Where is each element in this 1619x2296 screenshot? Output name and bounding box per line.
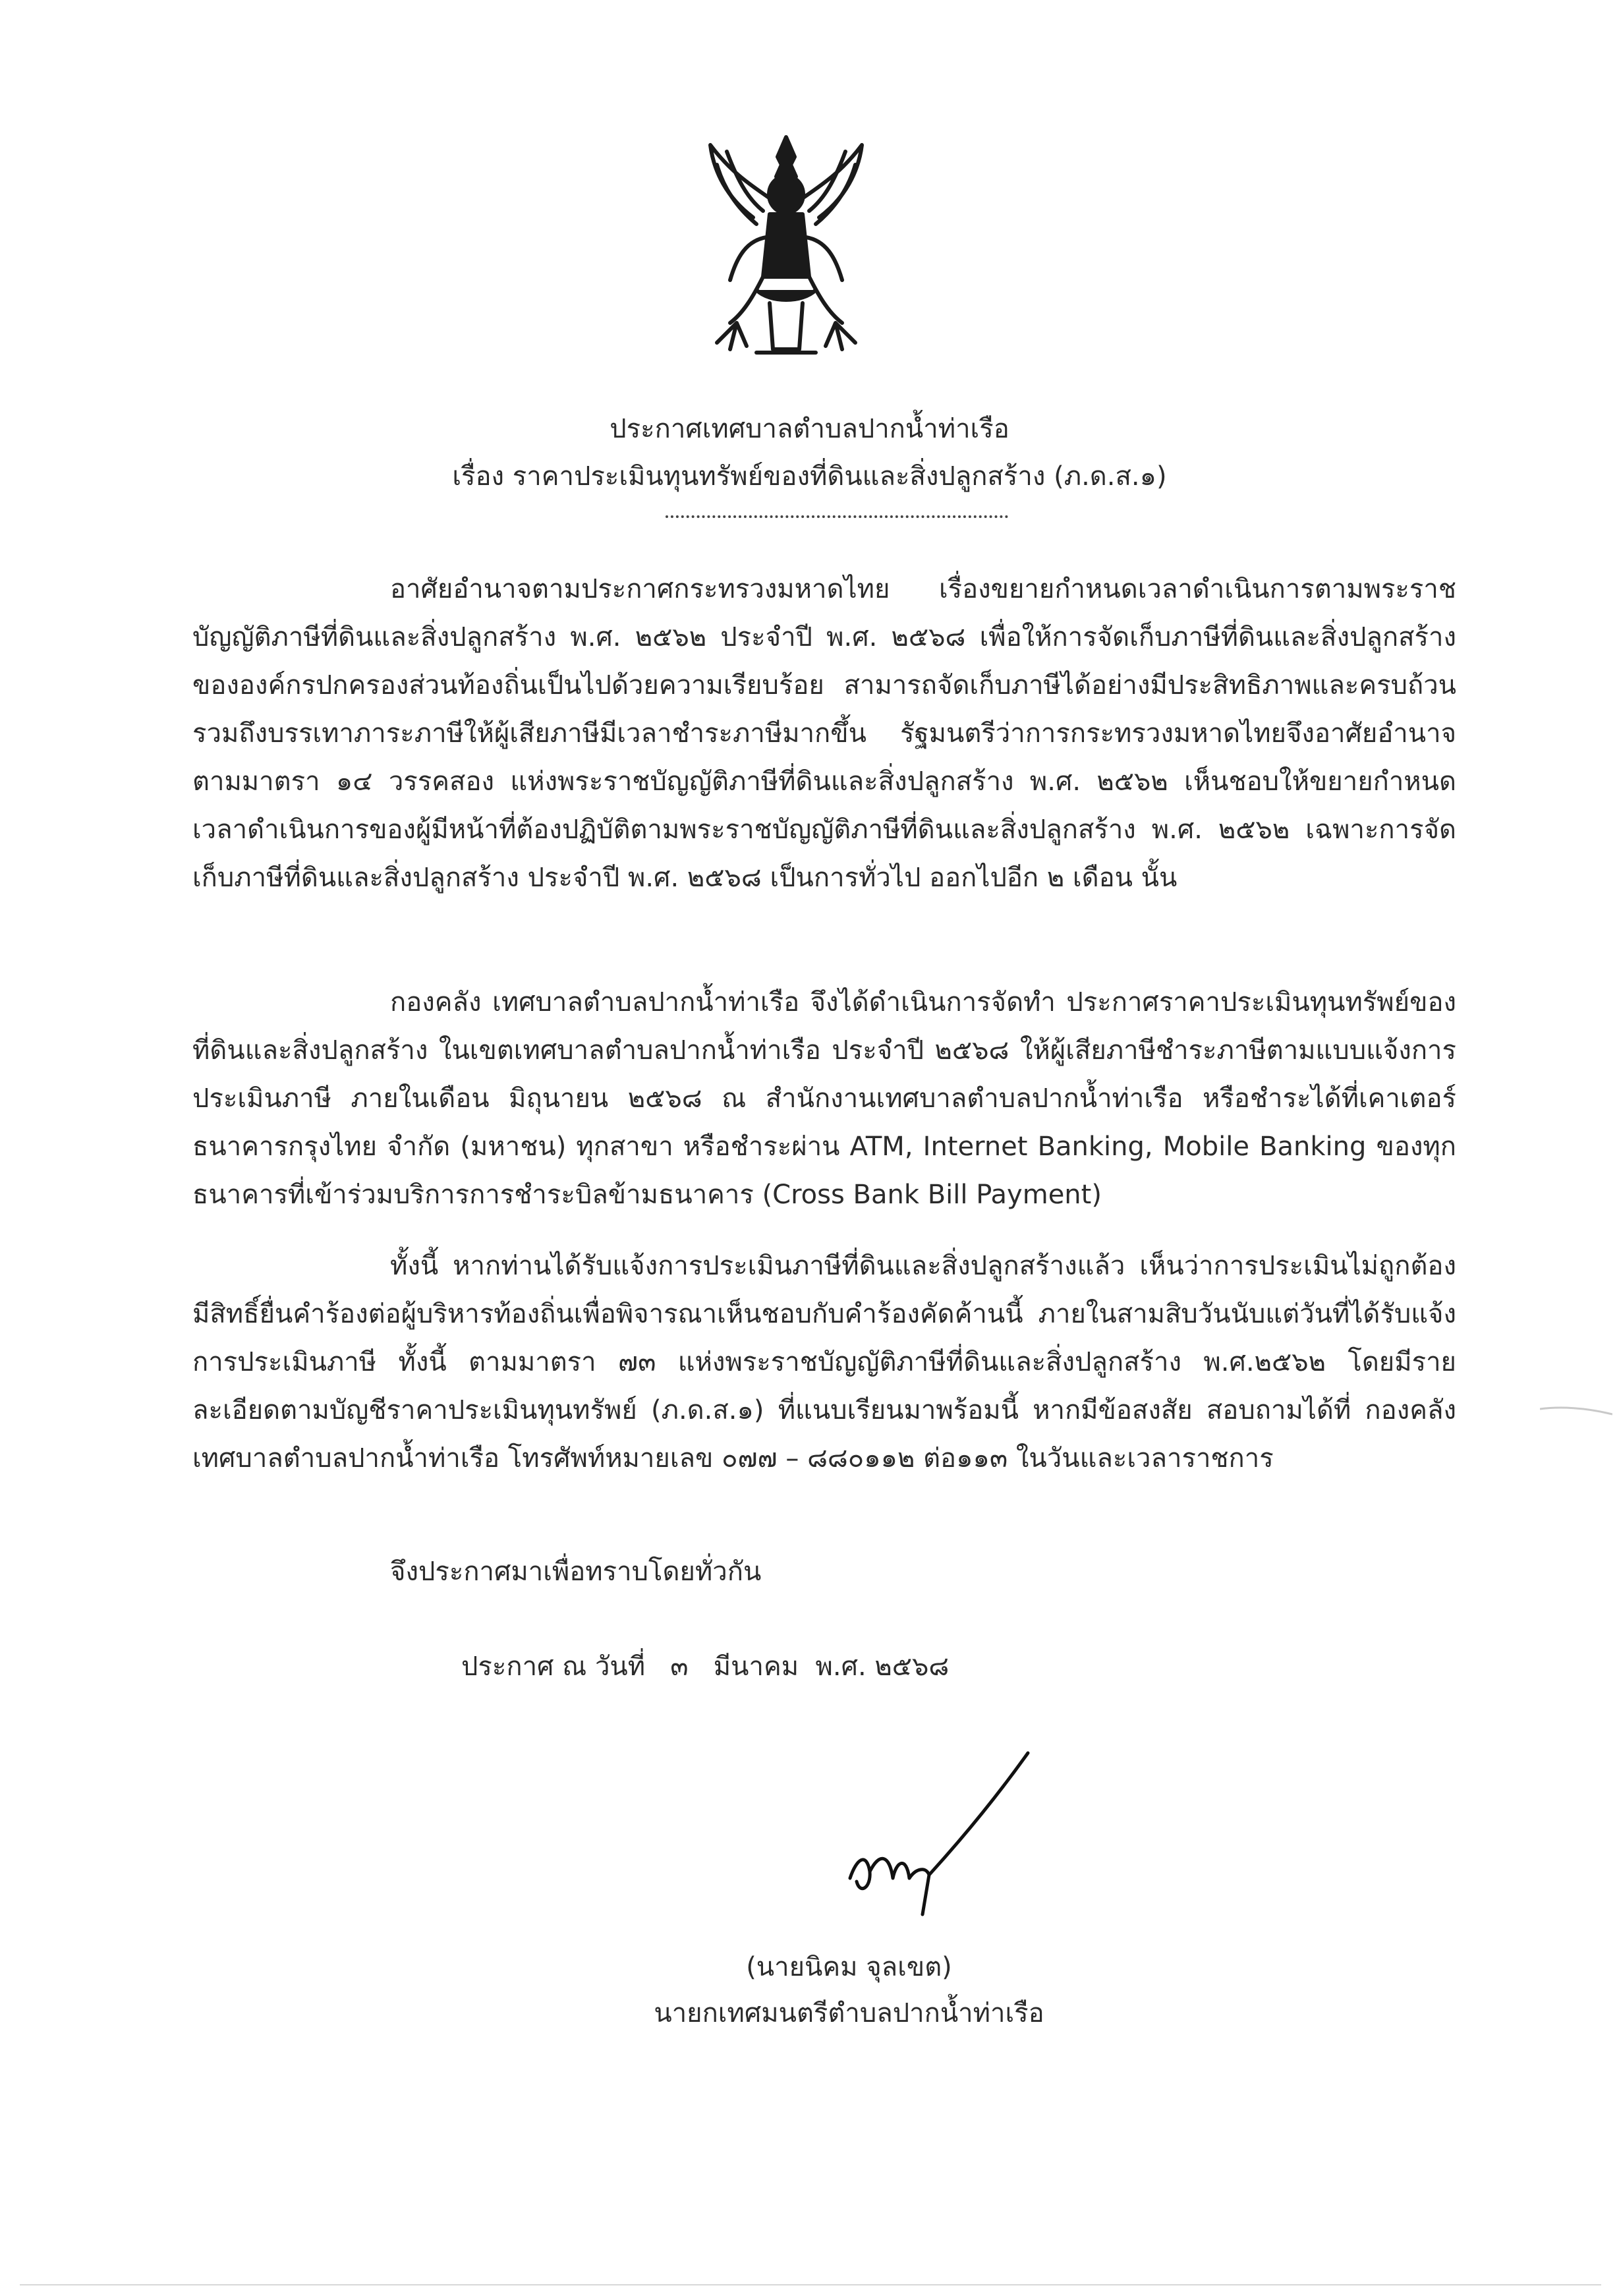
announcement-subject: เรื่อง ราคาประเมินทุนทรัพย์ของที่ดินและสิ่งปลูกสร้าง (ภ.ด.ส.๑) bbox=[452, 461, 1167, 492]
closing-statement: จึงประกาศมาเพื่อทราบโดยทั่วกัน bbox=[390, 1557, 762, 1587]
body-paragraph-3: ทั้งนี้ หากท่านได้รับแจ้งการประเมินภาษีที่ดินและสิ่งปลูกสร้างแล้ว เห็นว่าการประเมินไม่ถูกต้อง มีสิทธิ์ยื่นคำร้องต่อผู้บริหารท้องถิ่นเพื่อพิจารณาเห็นชอบกับคำร้องคัดค้านนี้ ภายในสามสิบวันนับแต่วันที่ได้รับแจ้งการประเมินภาษี ทั้งนี้ ตามมาตรา ๗๓ แห่งพระราชบัญญัติภาษีที่ดินและสิ่งปลูกสร้าง พ.ศ.๒๕๖๒ โดยมีรายละเอียดตามบัญชีราคาประเมินทุนทรัพย์ (ภ.ด.ส.๑) ที่แนบเรียนมาพร้อมนี้ หากมีข้อสงสัย สอบถามได้ที่ กองคลัง เทศบาลตำบลปากน้ำท่าเรือ โทรศัพท์หมายเลข ๐๗๗ – ๘๘๐๑๑๒ ต่อ๑๑๓ ในวันและเวลาราชการ bbox=[192, 1251, 1456, 1474]
handwritten-signature-icon bbox=[830, 1746, 1081, 1918]
body-paragraph-1: อาศัยอำนาจตามประกาศกระทรวงมหาดไทย เรื่องขยายกำหนดเวลาดำเนินการตามพระราชบัญญัติภาษีที่ดินและสิ่งปลูกสร้าง พ.ศ. ๒๕๖๒ ประจำปี พ.ศ. ๒๕๖๘ เพื่อให้การจัดเก็บภาษีที่ดินและสิ่งปลูกสร้างขององค์กรปกครองส่วนท้องถิ่นเป็นไปด้วยความเรียบร้อย สามารถจัดเก็บภาษีได้อย่างมีประสิทธิภาพและครบถ้วน รวมถึงบรรเทาภาระภาษีให้ผู้เสียภาษีมีเวลาชำระภาษีมากขึ้น รัฐมนตรีว่าการกระทรวงมหาดไทยจึงอาศัยอำนาจตามมาตรา ๑๔ วรรคสอง แห่งพระราชบัญญัติภาษีที่ดินและสิ่งปลูกสร้าง พ.ศ. ๒๕๖๒ เห็นชอบให้ขยายกำหนดเวลาดำเนินการของผู้มีหน้าที่ต้องปฏิบัติตามพระราชบัญญัติภาษีที่ดินและสิ่งปลูกสร้าง พ.ศ. ๒๕๖๒ เฉพาะการจัดเก็บภาษีที่ดินและสิ่งปลูกสร้าง ประจำปี พ.ศ. ๒๕๖๘ เป็นการทั่วไป ออกไปอีก ๒ เดือน นั้น bbox=[192, 574, 1457, 893]
dotted-divider bbox=[666, 515, 1008, 518]
page-edge-line bbox=[20, 2284, 1601, 2285]
garuda-emblem-icon bbox=[691, 125, 882, 376]
body-paragraph-2: กองคลัง เทศบาลตำบลปากน้ำท่าเรือ จึงได้ดำเนินการจัดทำ ประกาศราคาประเมินทุนทรัพย์ของที่ดินและสิ่งปลูกสร้าง ในเขตเทศบาลตำบลปากน้ำท่าเรือ ประจำปี ๒๕๖๘ ให้ผู้เสียภาษีชำระภาษีตามแบบแจ้งการประเมินภาษี ภายในเดือน มิถุนายน ๒๕๖๘ ณ สำนักงานเทศบาลตำบลปากน้ำท่าเรือ หรือชำระได้ที่เคาเตอร์ ธนาคารกรุงไทย จำกัด (มหาชน) ทุกสาขา หรือชำระผ่าน ATM, Internet Banking, Mobile Banking ของทุกธนาคารที่เข้าร่วมบริการการชำระบิลข้ามธนาคาร (Cross Bank Bill Payment) bbox=[192, 987, 1456, 1210]
announcement-title: ประกาศเทศบาลตำบลปากน้ำท่าเรือ bbox=[610, 414, 1009, 444]
signer-position: นายกเทศมนตรีตำบลปากน้ำท่าเรือ bbox=[654, 1998, 1044, 2028]
announcement-date: ประกาศ ณ วันที่ ๓ มีนาคม พ.ศ. ๒๕๖๘ bbox=[461, 1651, 950, 1682]
signer-name: (นายนิคม จุลเขต) bbox=[746, 1952, 952, 1982]
scan-artifact bbox=[1540, 1404, 1612, 1417]
